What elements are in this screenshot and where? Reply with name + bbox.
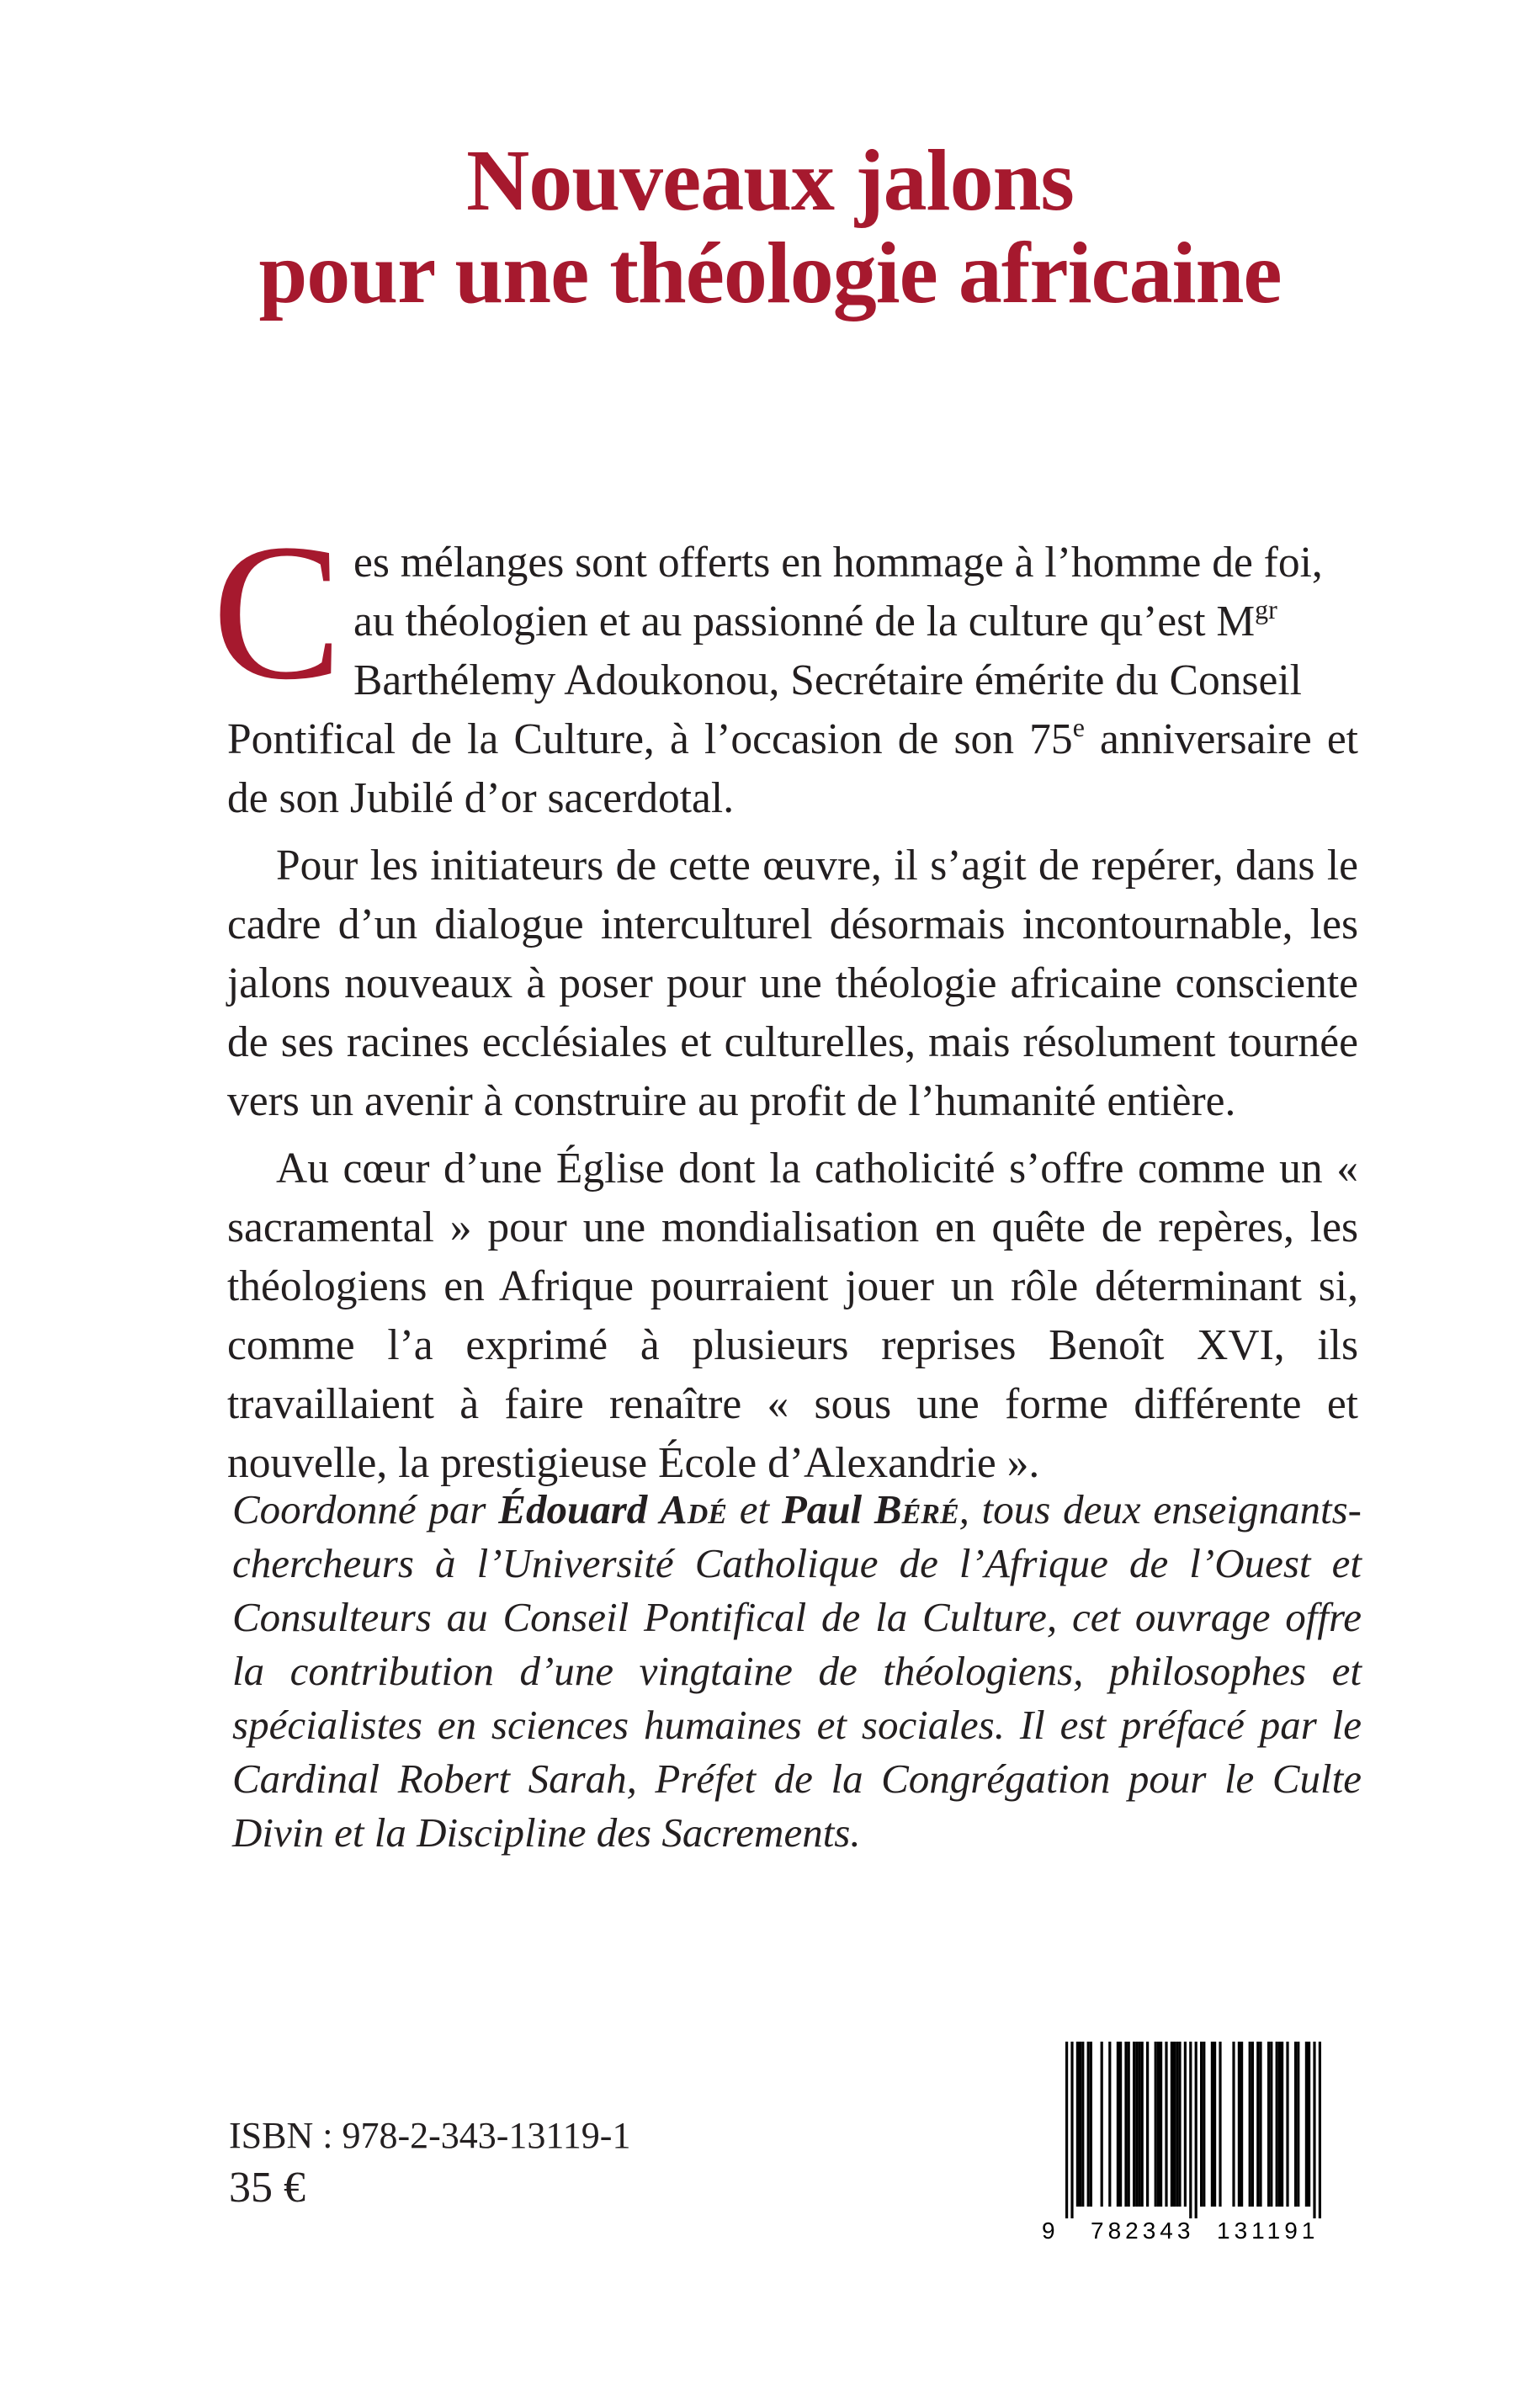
price: 35 € (229, 2164, 305, 2212)
barcode-bar (1090, 2042, 1092, 2207)
blurb-p1-line-3: Barthélemy Adoukonou, Secrétaire émérite du Conseil (353, 656, 1302, 704)
author-2: Paul Béré (781, 1486, 959, 1532)
title-line-2: pour une théologie africaine (258, 225, 1282, 321)
barcode-bar (1178, 2042, 1181, 2207)
barcode-bar (1101, 2042, 1103, 2207)
barcode-bar (1251, 2042, 1254, 2207)
barcode-bar (1133, 2042, 1135, 2207)
barcode-bar (1135, 2042, 1138, 2207)
barcode-bar (1119, 2042, 1122, 2207)
barcode-bar (1070, 2042, 1073, 2218)
barcode-bar (1259, 2042, 1261, 2207)
barcode-bar (1079, 2042, 1081, 2207)
barcode-bar (1138, 2042, 1140, 2207)
barcode-bar (1294, 2042, 1297, 2207)
barcode-bar (1124, 2042, 1127, 2207)
drop-cap: C (212, 504, 343, 720)
blurb-paragraph-2: Pour les initiateurs de cette œuvre, il s’agit de repérer, dans le cadre d’un dialogue interculturel désormais incontournable, les jalons nouveaux à poser pour une théologie africaine consciente de ses racines ecclésiales et culturelles, mais résolument tournée vers un avenir à construire au profit de l’humanité entière. (227, 842, 1358, 1125)
blurb-paragraph-1 (227, 534, 1358, 828)
blurb-paragraph-3: Au cœur d’une Église dont la catholicité s’offre comme un « sacramental » pour une mondialisation en quête de repères, les théologiens en Afrique pourraient jouer un rôle déterminant si, comme l’a exprimé à plusieurs reprises Benoît XVI, ils travaillaient à faire renaître « sous une forme différente et nouvelle, la prestigieuse École d’Alexandrie ». (227, 1145, 1358, 1487)
barcode-bar (1240, 2042, 1243, 2207)
barcode-bar (1171, 2042, 1173, 2207)
barcode-bar (1184, 2042, 1187, 2207)
blurb (227, 534, 1358, 1493)
barcode-bar (1065, 2042, 1068, 2218)
barcode-bar (1211, 2042, 1213, 2207)
author-1: Édouard Adé (498, 1486, 727, 1532)
barcode-bar (1313, 2042, 1315, 2218)
barcode-bar (1213, 2042, 1216, 2207)
blurb-p1-line-2: au théologien et au passionné de la culture qu’est $M^{gr}$ (353, 594, 1277, 645)
barcode-bar (1319, 2042, 1321, 2218)
isbn: ISBN : 978-2-343-13119-1 (229, 2115, 631, 2156)
title-line-1: Nouveaux jalons (466, 132, 1074, 229)
barcode-bar (1203, 2042, 1205, 2207)
barcode-bar (1157, 2042, 1160, 2207)
barcode-bar (1173, 2042, 1176, 2207)
barcode-bar (1087, 2042, 1090, 2207)
blurb-p1-rest: Pontifical de la Culture, à l’occasion de son 75e anniversaire et de son Jubilé d’or sacerdotal. (227, 712, 1358, 822)
barcode-bar (1297, 2042, 1299, 2207)
barcode-bar (1189, 2042, 1192, 2218)
barcode-bar (1108, 2042, 1111, 2207)
book-title (0, 132, 1540, 321)
barcode-bar (1146, 2042, 1149, 2207)
credits-paragraph: Coordonné par Édouard Adé et Paul Béré, tous deux enseignants-chercheurs à l’Université Catholique de l’Afrique de l’Ouest et Consulteurs au Conseil Pontifical de la Culture, cet ouvrage offre la contribution d’une vingtaine de théologiens, philosophes et spécialistes en sciences humaines et sociales. Il est préfacé par le Cardinal Robert Sarah, Préfet de la Congrégation pour le Culte Divin et la Discipline des Sacrements. (232, 1486, 1362, 1856)
barcode-bar (1128, 2042, 1130, 2207)
barcode-bar (1155, 2042, 1157, 2207)
barcode-bar (1219, 2042, 1221, 2207)
barcode-bar (1286, 2042, 1288, 2207)
barcode-bar (1281, 2042, 1283, 2207)
barcode-bar (1165, 2042, 1167, 2207)
barcode (1040, 2042, 1351, 2244)
barcode-bar (1081, 2042, 1084, 2207)
barcode-bar (1270, 2042, 1272, 2207)
barcode-bar (1200, 2042, 1203, 2207)
barcode-bar (1249, 2042, 1251, 2207)
barcode-lead-digit: 9 (1042, 2218, 1055, 2244)
barcode-bar (1238, 2042, 1240, 2207)
barcode-bar (1256, 2042, 1259, 2207)
barcode-group-2: 131191 (1217, 2218, 1320, 2244)
barcode-bar (1267, 2042, 1270, 2207)
blurb-p1-line-1: es mélanges sont offerts en hommage à l’homme de foi, (353, 539, 1323, 587)
barcode-bar (1232, 2042, 1235, 2207)
barcode-bar (1176, 2042, 1178, 2207)
barcode-bar (1141, 2042, 1144, 2207)
barcode-bar (1305, 2042, 1308, 2207)
barcode-bar (1195, 2042, 1197, 2218)
barcode-bar (1160, 2042, 1162, 2207)
barcode-bar (1308, 2042, 1310, 2207)
barcode-bars (1065, 2042, 1321, 2218)
barcode-bar (1117, 2042, 1119, 2207)
barcode-group-1: 782343 (1091, 2218, 1195, 2244)
barcode-bar (1278, 2042, 1281, 2207)
barcode-bar (1076, 2042, 1079, 2207)
barcode-bar (1276, 2042, 1278, 2207)
